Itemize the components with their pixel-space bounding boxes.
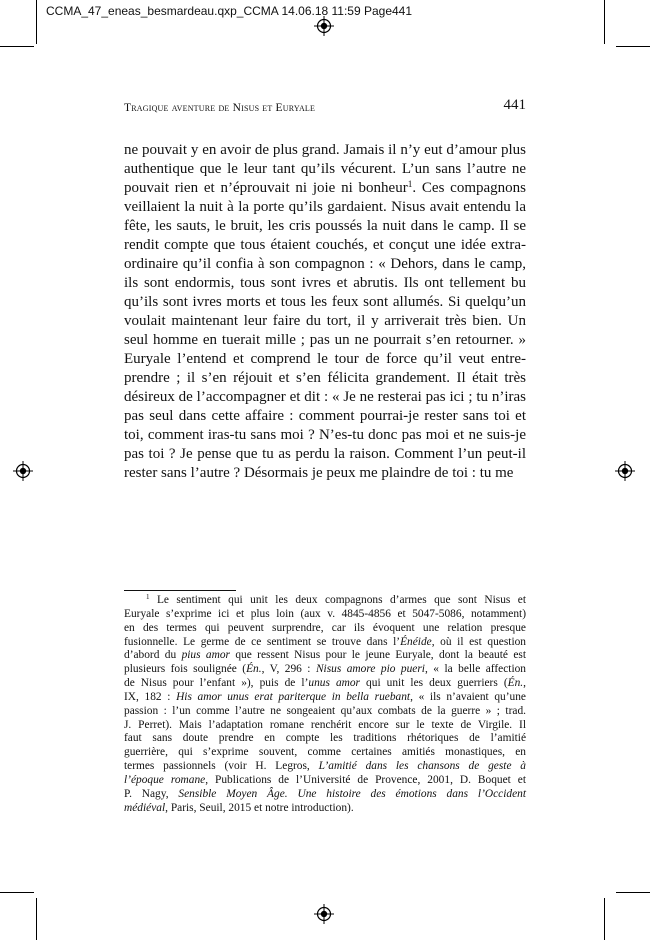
body-line: authentique que le leur tant qu’ils vécurent. L’un sans l’autre ne <box>124 161 526 177</box>
body-line: désireux de l’accompagner et dit : « Je ne resterai pas ici ; tu n’iras <box>124 389 526 405</box>
footnote-line: passion : l’un comme l’autre ne songeaient qu’aux combats de la guerre » ; trad. <box>124 704 526 717</box>
footnote-line: $^1$ Le sentiment qui unit les deux compagnons d’armes que sont Nisus et <box>146 593 526 606</box>
footnote-line: IX, 182 : His amor unus erat pariterque in bella ruebant, « ils n’avaient qu’une <box>124 690 526 703</box>
body-line: ne pouvait y en avoir de plus grand. Jamais il n’y eut d’amour plus <box>124 142 526 158</box>
body-line: veillaient la nuit à la porte qu’ils gardaient. Nisus avait entendu la <box>124 199 526 215</box>
body-line: seul homme en tuerait mille ; pas un ne pourrait s’en retourner. » <box>124 332 526 348</box>
body-line: fête, les sauts, le bruit, les cris poussés la nuit dans le camp. Il se <box>124 218 526 234</box>
footnote-reference[interactable]: 1 <box>407 179 413 190</box>
registration-mark-top-icon <box>314 16 334 36</box>
registration-mark-right-icon <box>615 461 635 481</box>
footnote-line: en des termes qui peuvent surprendre, car ils évoquent une relation presque <box>124 621 526 634</box>
crop-mark-top-right-horizontal <box>616 46 650 47</box>
crop-mark-bottom-left-horizontal <box>0 892 34 893</box>
crop-mark-bottom-right-horizontal <box>616 892 650 893</box>
body-line: rendit compte que tous étaient couchés, et conçut une idée extra- <box>124 237 526 253</box>
footnote-line: faut sans doute prendre en compte les traditions rhétoriques de l’amitié <box>124 732 526 745</box>
footnote-line: de Nisus pour l’enfant »), puis de l’unus amor qui unit les deux guerriers (Én., <box>124 677 527 690</box>
footnote-line: Euryale s’exprime ici et plus loin (aux v. 4845-4856 et 5047-5086, notamment) <box>124 607 526 620</box>
footnote-number: 1 <box>146 593 150 602</box>
crop-mark-top-left-vertical <box>36 0 37 44</box>
crop-mark-bottom-left-vertical <box>36 898 37 940</box>
body-line: pas seul dans cette affaire : comment pourrai-je rester sans toi et <box>124 408 526 424</box>
footnote-line: d’abord du pius amor que ressent Nisus pour le jeune Euryale, dont la beauté est <box>124 649 526 662</box>
footnote-line: plusieurs fois soulignée (Én., V, 296 : Nisus amore pio pueri, « la belle affection <box>124 663 526 676</box>
body-line: voulait maintenant leur faire du tort, il y arriverait très bien. Un <box>124 313 526 329</box>
footnote-rule <box>124 590 236 591</box>
crop-mark-top-left-horizontal <box>0 46 34 47</box>
body-line: rester sans l’autre ? Désormais je peux me plaindre de toi : tu me <box>124 465 514 481</box>
footnote-line: l’époque romane, Publications de l’Université de Provence, 2001, D. Boquet et <box>124 773 527 786</box>
footnote-line: guerrière, qui s’exprime souvent, comme certaines amitiés monastiques, en <box>124 746 526 759</box>
footnote-line: P. Nagy, Sensible Moyen Âge. Une histoire des émotions dans l’Occident <box>124 787 526 800</box>
body-line: toi, comment iras-tu sans moi ? N’es-tu donc pas moi et ne suis-je <box>124 427 526 443</box>
registration-mark-left-icon <box>13 461 33 481</box>
body-line: ordinaire qu’il confia à son compagnon : « Dehors, dans le camp, <box>124 256 526 272</box>
body-line: ils sont endormis, tous sont ivres et abrutis. Ils ont tellement bu <box>124 275 526 291</box>
printer-slug: CCMA_47_eneas_besmardeau.qxp_CCMA 14.06.18 11:59 Page441 <box>46 4 413 18</box>
footnote-line: médiéval, Paris, Seuil, 2015 et notre introduction). <box>124 801 354 814</box>
body-text <box>124 141 526 483</box>
footnote-line: J. Perret). Mais l’adaptation romane renchérit encore sur le texte de Virgile. Il <box>124 718 526 731</box>
body-line: qu’ils sont ivres morts et tous les feux sont allumés. Si quelqu’un <box>124 294 526 310</box>
page-number: 441 <box>503 97 526 113</box>
crop-mark-bottom-right-vertical <box>604 898 605 940</box>
body-line: Euryale l’entend et comprend le tour de force qu’il veut entre- <box>124 351 526 367</box>
body-line: pouvait rien et n’éprouvait ni joie ni bonheur$^1$. Ces compagnons <box>124 179 527 196</box>
crop-mark-top-right-vertical <box>604 0 605 44</box>
running-head: Tragique aventure de Nisus et Euryale <box>124 102 316 114</box>
footnote-line: termes passionnels (voir H. Legros, L’amitié dans les chansons de geste à <box>124 760 526 773</box>
body-line: pas toi ? Je pense que tu as perdu la raison. Comment l’un peut-il <box>124 446 526 462</box>
body-line: prendre ; il s’en réjouit et s’en félicita grandement. Il était très <box>124 370 526 386</box>
footnote-line: fusionnelle. Le germe de ce sentiment se trouve dans l’Énéide, où il est question <box>124 635 526 648</box>
footnote <box>124 594 526 816</box>
registration-mark-bottom-icon <box>314 904 334 924</box>
